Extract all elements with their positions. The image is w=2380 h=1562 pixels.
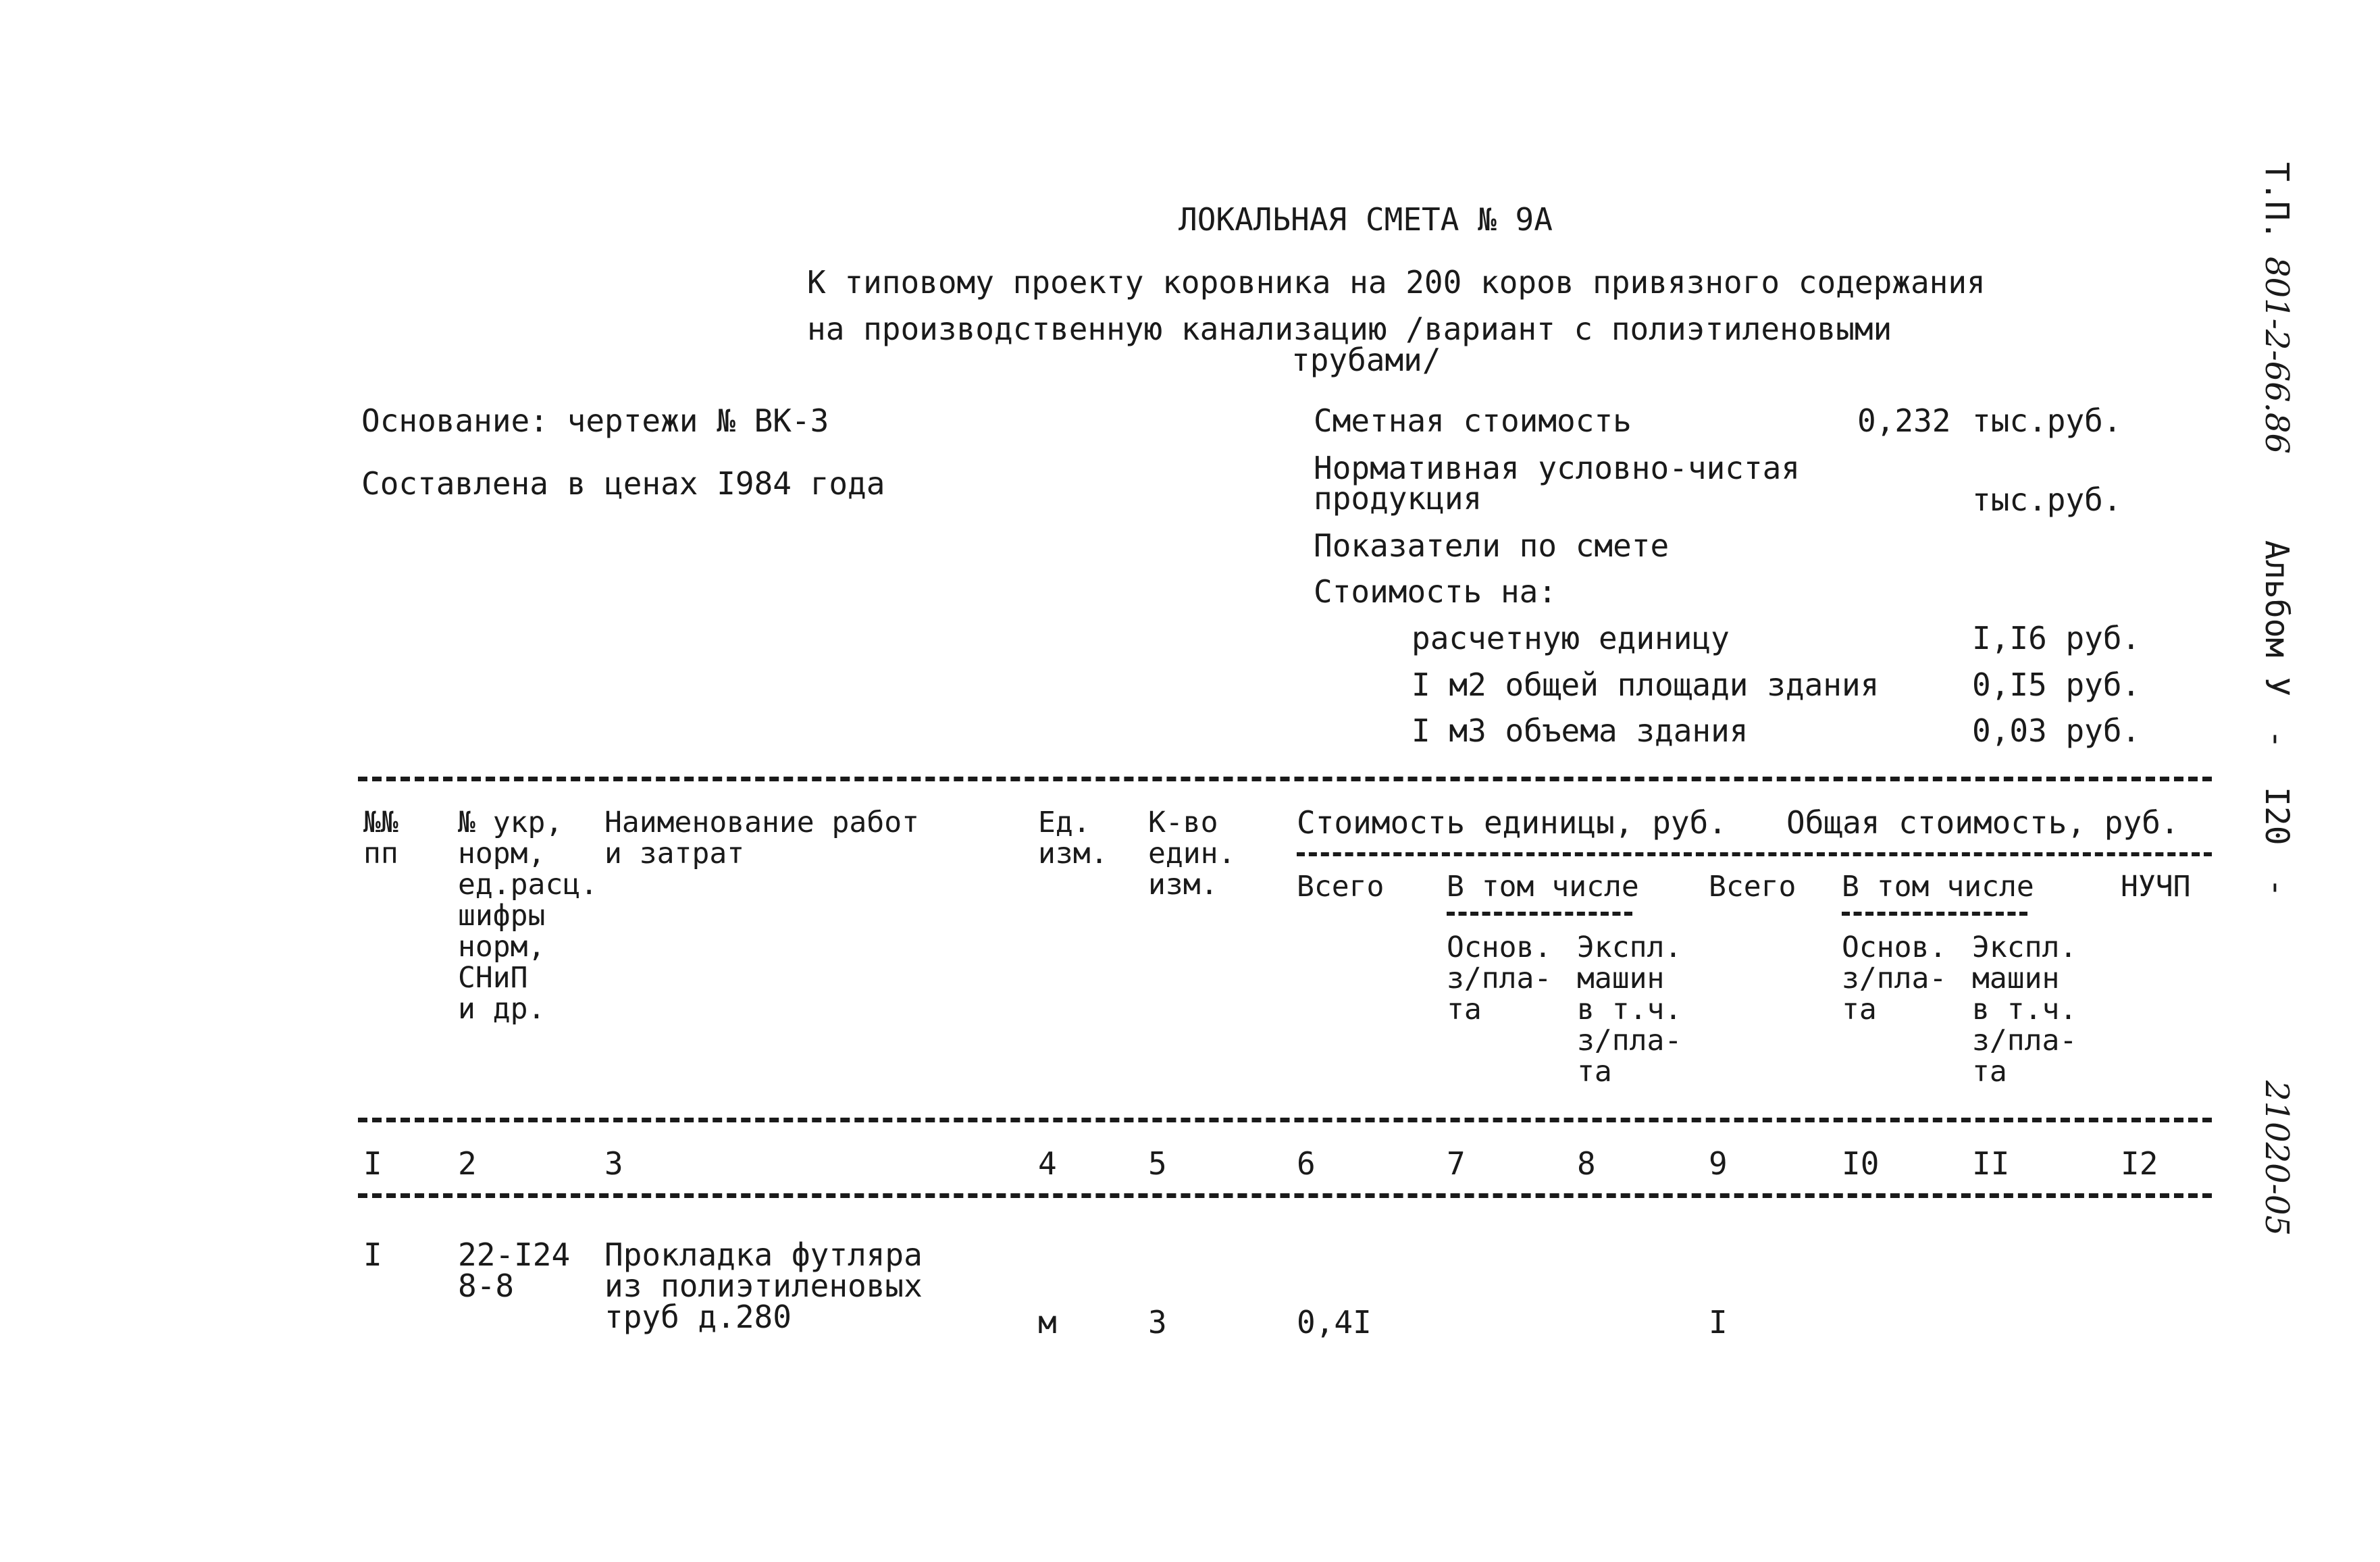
price-year-text: Составлена в ценах I984 года: [361, 465, 885, 502]
subtitle-line-3: трубами/: [1291, 342, 1441, 378]
header-total-ekspl-line: та: [1972, 1055, 2007, 1089]
col-number: 6: [1297, 1145, 1316, 1182]
row-qty: 3: [1148, 1304, 1167, 1340]
col-number: I: [363, 1145, 382, 1182]
row-name: из полиэтиленовых: [604, 1268, 923, 1304]
side-stamp-code: 21020-05: [2258, 1081, 2296, 1236]
header-col-qty-line: К-во: [1148, 806, 1218, 839]
row-grand-total: I: [1709, 1304, 1728, 1340]
estimate-cost-unit: тыс.руб.: [1972, 402, 2122, 439]
side-stamp: [2258, 162, 2296, 1236]
row-num: I: [363, 1236, 382, 1273]
header-unit-all: Всего: [1297, 870, 1385, 904]
indicator-row-value: I,I6 руб.: [1972, 620, 2141, 656]
col-number: 7: [1447, 1145, 1466, 1182]
header-total-ekspl-line: Экспл.: [1972, 931, 2077, 964]
col-number: 9: [1709, 1145, 1728, 1182]
header-total-osnov-line: з/пла-: [1842, 962, 1947, 995]
basis-text: Основание: чертежи № ВК-3: [361, 402, 829, 439]
row-unit: м: [1038, 1304, 1057, 1340]
header-total-incl: В том числе: [1842, 870, 2034, 904]
header-total-ekspl-line: в т.ч.: [1972, 993, 2077, 1026]
header-unit-incl: В том числе: [1447, 870, 1639, 904]
table-top-rule: [358, 777, 2212, 781]
col-number: I2: [2121, 1145, 2158, 1182]
side-stamp-dash: -: [2258, 729, 2296, 749]
header-col-qty-line: изм.: [1148, 868, 1218, 902]
col-number: II: [1972, 1145, 2010, 1182]
indicator-row-value: 0,03 руб.: [1972, 712, 2141, 749]
header-unit-ekspl-line: з/пла-: [1577, 1024, 1682, 1058]
row-name: труб д.280: [604, 1299, 792, 1335]
header-col-code-line: норм,: [458, 930, 546, 964]
col-number: 3: [604, 1145, 623, 1182]
estimate-cost-label: Сметная стоимость: [1314, 402, 1632, 439]
header-col-code-line: ед.расц.: [458, 868, 598, 902]
header-total-osnov-line: та: [1842, 993, 1877, 1026]
col-numbers-bottom-rule: [358, 1193, 2212, 1198]
header-col-code-line: шифры: [458, 899, 546, 933]
col-number: 5: [1148, 1145, 1167, 1182]
header-col-unit-line: изм.: [1038, 837, 1108, 870]
side-stamp-album: Альбом У: [2258, 540, 2296, 697]
header-unit-ekspl-line: машин: [1577, 962, 1665, 995]
subtitle-line-1: К типовому проекту коровника на 200 коров привязного содержания: [807, 264, 1986, 301]
header-unit-osnov-line: з/пла-: [1447, 962, 1552, 995]
side-stamp-tp: Т.П.: [2258, 162, 2296, 240]
normative-label-1: Нормативная условно-чистая: [1314, 450, 1801, 486]
col-number: I0: [1842, 1145, 1880, 1182]
header-col-name-line: Наименование работ: [604, 806, 919, 839]
header-total-incl-rule: [1842, 912, 2027, 916]
header-unit-osnov-line: та: [1447, 993, 1482, 1026]
header-col-code-line: № укр,: [458, 806, 563, 839]
estimate-cost-value: 0,232: [1857, 402, 1951, 439]
side-stamp-page: I20: [2258, 787, 2296, 845]
document-title: ЛОКАЛЬНАЯ СМЕТА № 9А: [1179, 201, 1553, 238]
normative-unit: тыс.руб.: [1972, 481, 2122, 518]
header-bottom-rule: [358, 1118, 2212, 1122]
row-code: 22-I24: [458, 1236, 571, 1273]
header-unit-osnov-line: Основ.: [1447, 931, 1552, 964]
header-col-code-line: и др.: [458, 992, 546, 1026]
col-number: 4: [1038, 1145, 1057, 1182]
indicator-row-label: I м3 объема здания: [1412, 712, 1749, 749]
col-number: 8: [1577, 1145, 1596, 1182]
header-unit-ekspl-line: Экспл.: [1577, 931, 1682, 964]
header-nuchp: НУЧП: [2121, 870, 2191, 904]
row-unit-total: 0,4I: [1297, 1304, 1372, 1340]
row-name: Прокладка футляра: [604, 1236, 923, 1273]
indicator-row-value: 0,I5 руб.: [1972, 667, 2141, 703]
cost-per-label: Стоимость на:: [1314, 573, 1557, 610]
header-col-name-line: и затрат: [604, 837, 745, 870]
header-unit-ekspl-line: в т.ч.: [1577, 993, 1682, 1026]
col-number: 2: [458, 1145, 477, 1182]
header-unit-incl-rule: [1447, 912, 1632, 916]
indicator-row-label: I м2 общей площади здания: [1412, 667, 1880, 703]
header-unit-ekspl-line: та: [1577, 1055, 1612, 1089]
header-col-num-line: пп: [363, 837, 398, 870]
normative-label-2: продукция: [1314, 480, 1482, 517]
header-total-ekspl-line: машин: [1972, 962, 2060, 995]
header-col-code-line: норм,: [458, 837, 546, 870]
header-col-num-line: №№: [363, 806, 398, 839]
header-unit-cost: Стоимость единицы, руб.: [1297, 804, 1727, 841]
side-stamp-tp-number: 801-2-66.86: [2258, 257, 2296, 454]
header-total-ekspl-line: з/пла-: [1972, 1024, 2077, 1058]
header-col-unit-line: Ед.: [1038, 806, 1091, 839]
header-col-qty-line: един.: [1148, 837, 1236, 870]
indicators-label: Показатели по смете: [1314, 527, 1670, 564]
header-group-rule: [1297, 852, 2212, 856]
header-col-code-line: СНиП: [458, 961, 528, 995]
side-stamp-dash: -: [2258, 878, 2296, 897]
header-total-cost: Общая стоимость, руб.: [1786, 804, 2179, 841]
subtitle-line-2: на производственную канализацию /вариант с полиэтиленовыми: [807, 311, 1892, 347]
row-code: 8-8: [458, 1268, 515, 1304]
header-total-osnov-line: Основ.: [1842, 931, 1947, 964]
header-total-all: Всего: [1709, 870, 1796, 904]
indicator-row-label: расчетную единицу: [1412, 620, 1730, 656]
